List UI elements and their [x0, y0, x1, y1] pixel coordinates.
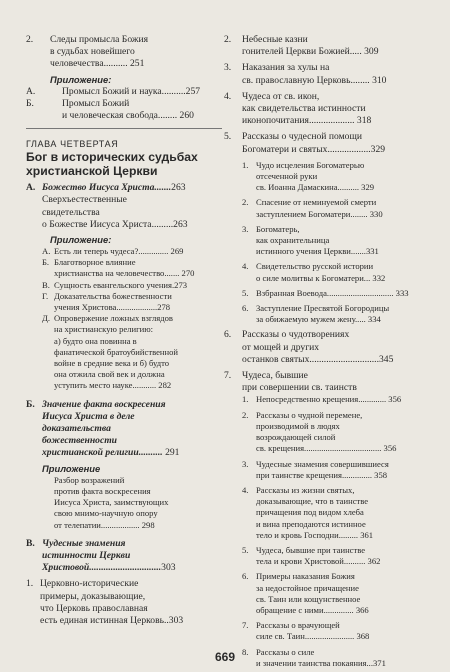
toc-entry: 4. Чудеса от св. икон, как свидетельства истинности иконопочитания................... 318	[224, 90, 372, 127]
entry-number: 5.	[242, 287, 249, 298]
entry-page: 362	[367, 556, 381, 567]
chapter-title: Бог в исторических судьбах христианской Церкви	[26, 150, 198, 179]
entry-page: 330	[369, 208, 383, 219]
entry-text: Есть ли теперь чудеса?	[54, 246, 139, 257]
entry-text: Следы промысла Божия в судьбах новейшего человечества	[50, 34, 149, 70]
section-letter: Б.	[26, 398, 35, 410]
toc-entry: Б. Промысл Божий и человеческая свобода........ 260	[26, 97, 194, 122]
toc-entry: 6. Рассказы о чудотворениях от мощей и других останков святых.............................345	[224, 329, 394, 365]
toc-entry: 6. Примеры наказания Божия за недостойное причащение св. Таин или кощунственное обращение с ними.............. 366	[242, 571, 369, 615]
entry-page: 269	[170, 246, 184, 257]
entry-text: Промысл Божий и человеческая свобода	[62, 97, 158, 122]
page-number: 669	[214, 650, 236, 664]
entry-text: Сверхъестественные свидетельства о Божестве Иисуса Христа	[42, 194, 152, 230]
entry-text: Чудеса от св. икон, как свидетельства истинности иконопочитания	[242, 90, 366, 127]
entry-number: 1.	[242, 394, 249, 405]
entry-text: Заступление Пресвятой Богородицы за обижаемую мужем жену	[256, 303, 390, 325]
entry-number: 2.	[242, 197, 249, 208]
toc-entry: 4. Свидетельство русской истории о силе молитвы к Богоматери... 332	[242, 261, 386, 283]
toc-entry: 7. Рассказы о врачующей силе св. Таин....................... 368	[242, 620, 370, 642]
entry-number: Б.	[42, 257, 50, 268]
entry-text: Благотворное влияние христианства на человечество	[54, 257, 165, 279]
right-column	[224, 34, 428, 669]
entry-text: Чудесные знамения совершившиеся при таинстве крещения	[256, 458, 389, 480]
toc-entry: 1. Непосредственно крещения............. 356	[242, 394, 402, 405]
entry-text: Рассказы о чудотворениях от мощей и других останков святых	[242, 329, 350, 365]
appendix-heading: Приложение:	[50, 234, 112, 246]
entry-page: 303	[168, 614, 184, 626]
entry-number: 6.	[242, 571, 249, 582]
entry-number: 7.	[224, 370, 232, 382]
entry-number: 2.	[26, 34, 34, 45]
toc-entry: 6. Заступление Пресвятой Богородицы за обижаемую мужем жену..... 334	[242, 303, 390, 325]
appendix-heading: Приложение:	[50, 73, 112, 85]
entry-text: Рассказы о чудесной помощи Богоматери и святых	[242, 131, 362, 155]
entry-number: 3.	[224, 62, 232, 74]
divider	[26, 128, 222, 129]
entry-page: 282	[158, 380, 172, 391]
entry-page: 257	[185, 85, 201, 97]
entry-text: Чудо исцеления Богоматерью отсеченной руки св. Иоанна Дамаскина	[256, 159, 365, 193]
entry-text: Опровержение ложных взглядов на христианскую религию: а) будто она повинна в фанатической братоубийственной войне в средние века и б) будто она отжила свой век и должна уступить место науке	[54, 313, 178, 391]
entry-page: 310	[372, 74, 387, 86]
toc-entry: 2. Следы промысла Божия в судьбах новейшего человечества.......... 251	[26, 34, 149, 70]
section-heading: В. Чудесные знамения истинности Церкви Христовой..............................303	[26, 537, 176, 574]
toc-entry: 3. Богоматерь, как охранительница истинного учения Церкви.......331	[242, 223, 379, 257]
entry-number: 6.	[242, 303, 249, 314]
entry-text: Рассказы о чудной перемене, производимой в людях возрождающей силой св. крещения	[256, 409, 363, 454]
entry-page: 361	[360, 529, 374, 540]
entry-number: 5.	[242, 544, 249, 555]
entry-page: 329	[370, 143, 386, 155]
toc-entry: 8. Рассказы о силе и значении таинства покаяния...371	[242, 646, 386, 668]
entry-number: А.	[42, 246, 51, 257]
entry-number: 8.	[242, 646, 249, 657]
entry-text: Наказания за хулы на св. православную Церковь	[242, 62, 351, 86]
entry-page: 260	[179, 110, 194, 122]
toc-entry: Г. Доказательства божественности учения Христова...................278	[42, 290, 172, 313]
section-page: 263	[171, 182, 186, 194]
entry-number: А.	[26, 85, 36, 97]
toc-entry: 3. Чудесные знамения совершившиеся при таинстве крещения.............. 358	[242, 458, 389, 480]
toc-entry: 3. Наказания за хулы на св. православную Церковь........ 310	[224, 62, 387, 86]
entry-page: 270	[181, 268, 195, 279]
entry-text: Сущность евангельского учения	[54, 279, 172, 290]
toc-entry: 1. Чудо исцеления Богоматерью отсеченной руки св. Иоанна Дамаскина.......... 329	[242, 159, 375, 193]
entry-text: Небесные казни гонителей Церкви Божией	[242, 34, 350, 58]
toc-entry	[224, 370, 428, 394]
entry-page: 331	[365, 246, 379, 257]
toc-entry: Сверхъестественные свидетельства о Божестве Иисуса Христа.........263	[42, 194, 188, 230]
toc-entry: 1. Церковно-исторические примеры, доказывающие, что Церковь православная есть единая истинная Церковь..303	[26, 578, 184, 626]
entry-page: 329	[361, 182, 375, 193]
toc-entry: 2. Небесные казни гонителей Церкви Божией..... 309	[224, 34, 379, 58]
entry-page: 356	[388, 394, 402, 405]
entry-number: В.	[42, 279, 50, 290]
entry-text: Свидетельство русской истории о силе молитвы к Богоматери	[256, 261, 374, 283]
entry-page: 345	[378, 353, 394, 365]
entry-text: Примеры наказания Божия за недостойное причащение св. Таин или кощунственное обращение с ними	[256, 571, 361, 615]
entry-text: Церковно-исторические примеры, доказывающие, что Церковь православная есть единая истинная Церковь	[40, 578, 164, 626]
entry-page: 366	[355, 604, 369, 615]
toc-entry: 5. Рассказы о чудесной помощи Богоматери и святых..................329	[224, 131, 386, 155]
section-letter: А.	[26, 182, 36, 194]
entry-page: 278	[157, 302, 171, 313]
entry-number: 5.	[224, 131, 232, 143]
toc-entry: А. Есть ли теперь чудеса?.............. 269	[42, 246, 184, 257]
entry-number: 3.	[242, 458, 249, 469]
section-title: Значение факта воскресения Иисуса Христа в деле доказательства божественности христианской религии	[42, 398, 166, 459]
chapter-label: ГЛАВА ЧЕТВЕРТАЯ	[26, 139, 119, 150]
entry-text: Промысл Божий и наука	[62, 85, 162, 97]
section-heading: Б. Значение факта воскресения Иисуса Христа в деле доказательства божественности христианской религии.......... 291	[26, 398, 180, 459]
section-title: Чудесные знамения истинности Церкви Христовой	[42, 537, 131, 574]
toc-entry: 2. Рассказы о чудной перемене, производимой в людях возрождающей силой св. крещения.................................... 356	[242, 409, 397, 454]
entry-number: 7.	[242, 620, 249, 631]
toc-entry: 2. Спасение от неминуемой смерти заступлением Богоматери........ 330	[242, 197, 383, 219]
entry-page: 263	[173, 218, 188, 230]
entry-text: Богоматерь, как охранительница истинного учения Церкви	[256, 223, 351, 257]
section-page: 303	[161, 562, 176, 574]
section-heading: А. Божество Иисуса Христа.......263	[26, 182, 186, 194]
toc-entry: Д. Опровержение ложных взглядов на христианскую религию: а) будто она повинна в фанатической братоубийственной войне в средние века и б) будто она отжила свой век и должна уступить место науке........... 282	[42, 313, 178, 391]
entry-text: Чудеса, бывшие при таинстве тела и крови Христовой	[256, 544, 366, 567]
entry-page: 251	[130, 58, 145, 70]
section-page: 291	[165, 447, 180, 459]
toc-entry: А. Промысл Божий и наука..........257	[26, 85, 201, 97]
entry-page: 371	[372, 657, 386, 668]
entry-page: 298	[141, 519, 155, 530]
entry-text: Чудеса, бывшие при совершении св. таинств	[242, 370, 357, 394]
entry-text: Непосредственно крещения	[256, 394, 359, 405]
left-column	[26, 34, 226, 627]
toc-entry: 5. Чудеса, бывшие при таинстве тела и крови Христовой.......... 362	[242, 544, 381, 567]
section-letter: В.	[26, 537, 35, 549]
toc-entry: Разбор возражений против факта воскресения Иисуса Христа, заимствующих свою мнимо-научную опору от телепатии.................. 298	[54, 474, 169, 530]
entry-text: Рассказы о силе и значении таинства покаяния	[256, 646, 367, 668]
entry-page: 356	[383, 443, 397, 454]
entry-page: 332	[372, 272, 386, 283]
toc-entry: В. Сущность евангельского учения.273	[42, 279, 188, 290]
entry-number: 2.	[242, 409, 249, 420]
entry-page: 309	[364, 46, 379, 58]
entry-page: 334	[367, 314, 381, 325]
entry-number: Б.	[26, 97, 34, 109]
entry-number: Д.	[42, 313, 51, 324]
entry-number: 4.	[224, 90, 232, 102]
entry-page: 358	[374, 469, 388, 480]
entry-number: Г.	[42, 290, 49, 301]
entry-number: 1.	[242, 159, 249, 170]
section-title: Божество Иисуса Христа	[42, 182, 155, 194]
entry-number: 6.	[224, 329, 232, 341]
entry-number: 4.	[242, 484, 249, 495]
appendix-heading: Приложение	[42, 462, 101, 474]
entry-text: Рассказы из жизни святых, доказывающие, что в таинстве причащения под видом хлеба и вина преподаются истинное тело и кровь Господни	[256, 484, 369, 540]
entry-text: Доказательства божественности учения Христова	[54, 290, 172, 313]
entry-page: 368	[356, 631, 370, 642]
entry-text: Рассказы о врачующей силе св. Таин	[256, 620, 340, 642]
toc-entry: 5. Взбранная Воевода............................... 333	[242, 287, 409, 298]
entry-text: Спасение от неминуемой смерти заступлением Богоматери	[256, 197, 377, 219]
entry-page: 273	[174, 279, 188, 290]
entry-number: 2.	[224, 34, 232, 45]
entry-number: 1.	[26, 578, 34, 590]
entry-text: Взбранная Воевода	[256, 287, 327, 298]
toc-entry: 4. Рассказы из жизни святых, доказывающие, что в таинстве причащения под видом хлеба и вина преподаются истинное тело и кровь Господни......... 361	[242, 484, 374, 540]
entry-number: 3.	[242, 223, 249, 234]
entry-number: 4.	[242, 261, 249, 272]
entry-page: 333	[395, 287, 409, 298]
entry-page: 318	[356, 115, 372, 127]
entry-text: Разбор возражений против факта воскресения Иисуса Христа, заимствующих свою мнимо-научную опору от телепатии	[54, 474, 169, 530]
toc-entry: Б. Благотворное влияние христианства на человечество....... 270	[42, 257, 195, 279]
